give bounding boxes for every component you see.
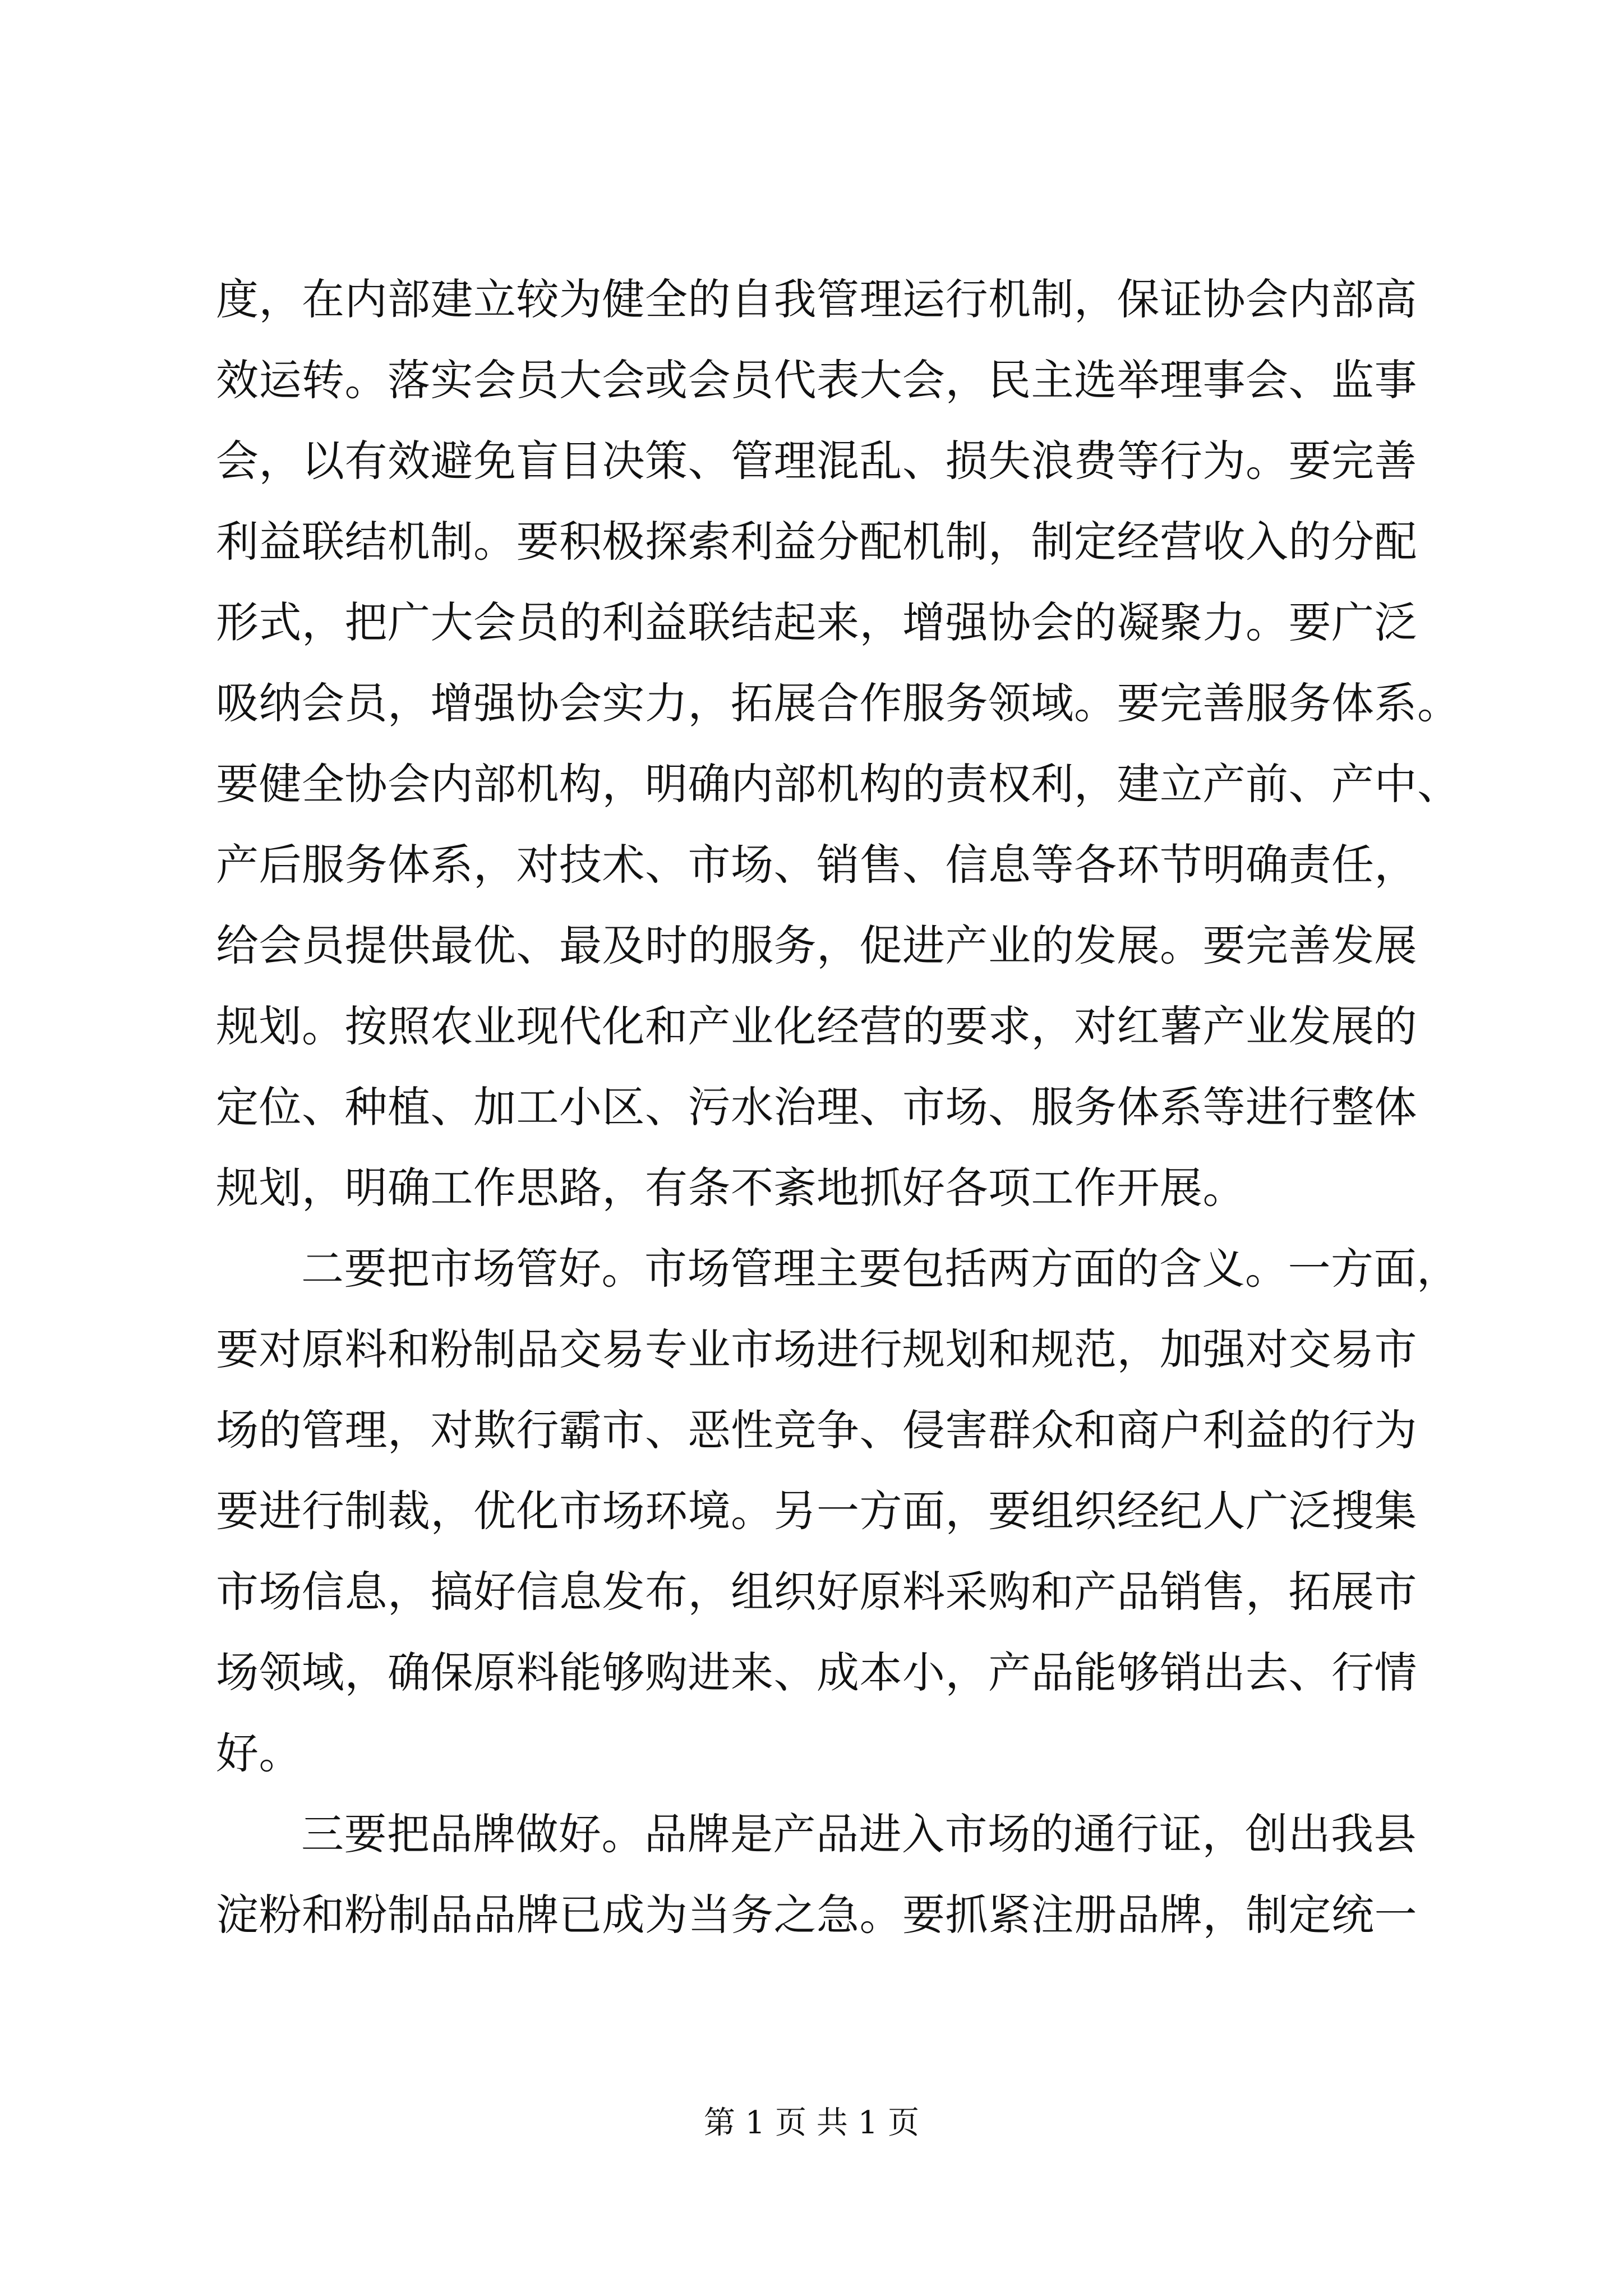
paragraph-start-line: 三要把品牌做好。品牌是产品进入市场的通行证，创出我县	[301, 1809, 1417, 1859]
text-line: 利益联结机制。要积极探索利益分配机制，制定经营收入的分配	[216, 517, 1417, 567]
text-line: 形式，把广大会员的利益联结起来，增强协会的凝聚力。要广泛	[216, 597, 1417, 647]
text-line: 会，以有效避免盲目决策、管理混乱、损失浪费等行为。要完善	[216, 436, 1417, 486]
text-line: 场领域，确保原料能够购进来、成本小，产品能够销出去、行情	[216, 1648, 1417, 1697]
text-line: 淀粉和粉制品品牌已成为当务之急。要抓紧注册品牌，制定统一	[216, 1890, 1417, 1940]
text-line: 市场信息，搞好信息发布，组织好原料采购和产品销售，拓展市	[216, 1567, 1417, 1617]
text-line: 要进行制裁，优化市场环境。另一方面，要组织经纪人广泛搜集	[216, 1486, 1417, 1536]
text-line: 定位、种植、加工小区、污水治理、市场、服务体系等进行整体	[216, 1082, 1417, 1132]
document-body	[216, 259, 1460, 1955]
text-line: 要健全协会内部机构，明确内部机构的责权利，建立产前、产中、	[216, 759, 1460, 809]
text-line: 度，在内部建立较为健全的自我管理运行机制，保证协会内部高	[216, 274, 1417, 324]
text-line: 场的管理，对欺行霸市、恶性竞争、侵害群众和商户利益的行为	[216, 1405, 1417, 1455]
text-line: 好。	[216, 1728, 302, 1778]
text-line: 规划。按照农业现代化和产业化经营的要求，对红薯产业发展的	[216, 1001, 1417, 1051]
text-line: 效运转。落实会员大会或会员代表大会，民主选举理事会、监事	[216, 355, 1417, 405]
text-line: 规划，明确工作思路，有条不紊地抓好各项工作开展。	[216, 1163, 1246, 1213]
text-line: 吸纳会员，增强协会实力，拓展合作服务领域。要完善服务体系。	[216, 678, 1460, 728]
paragraph-start-line: 二要把市场管好。市场管理主要包括两方面的含义。一方面，	[301, 1244, 1460, 1294]
text-line: 产后服务体系，对技术、市场、销售、信息等各环节明确责任，	[216, 840, 1417, 890]
text-line: 给会员提供最优、最及时的服务，促进产业的发展。要完善发展	[216, 921, 1417, 970]
page-number-footer: 第 1 页 共 1 页	[703, 2105, 920, 2141]
text-line: 要对原料和粉制品交易专业市场进行规划和规范，加强对交易市	[216, 1324, 1417, 1374]
